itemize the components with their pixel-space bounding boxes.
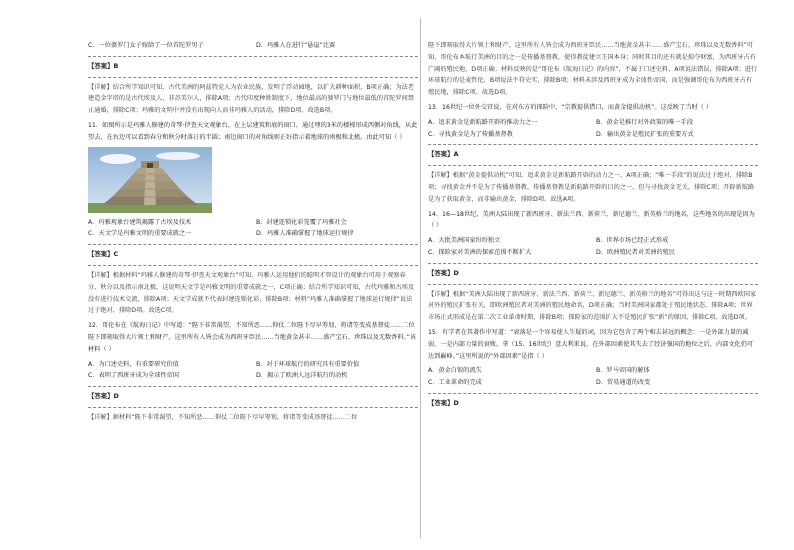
q15-stem: 15．有学者在其著作中写道：“衰落是一个容易使人生疑的词，因为它包含了两个相去甚远的概念：一是外部力量的减弱，一是内部力量的衰败。拿（15、16世纪）意大利来说，在外部因素使其失去了经济强国的地位之后，内部文化仍可达到巅峰。”这里所说的“外部因素”是指（ ） [428, 328, 754, 360]
q11-answer: 【答案】C [88, 250, 119, 259]
q13-option-b: B．黄金是推行对外政策的唯一手段 [596, 118, 694, 126]
q15-options [428, 365, 758, 389]
divider [428, 393, 758, 394]
divider [428, 263, 758, 264]
divider [88, 407, 418, 408]
q10-options-cd [88, 40, 418, 52]
q11-option-c: C．天文学是玛雅文明的重要成就之一 [88, 230, 192, 238]
q11-stem: 11．如图所示是玛雅人修建的奇琴·伊查天文观象台，在上层建筑和底的窗口，通过埋的3米的楼梯形成西侧对角线，从此望去，在右边可以看到春分和秋分时落日的半圆；南边窗口的对角线则正好指示着地球的南极和北极。由此可知（ ） [88, 121, 418, 141]
q13-options [428, 117, 758, 141]
q12-options [88, 359, 418, 383]
divider [88, 386, 418, 387]
q11-option-a: A．玛雅观象台建筑揭露了古埃及技术 [88, 218, 192, 226]
q13-explanation: 【详解】根据“黄金提供动机”可知，追求黄金是新航路开辟的动力之一，A项正确；“唯一手段”的说法过于绝对，排除B项；寻找黄金并不是为了传播基督教，传播基督教是新航路开辟的目的之一，但与寻找黄金无关，排除C项；开辟新航路是为了获取黄金，而非输出黄金，排除D项。故选A项。 [428, 172, 755, 203]
q12-option-d: D．揭示了欧洲人远洋航行的动机 [256, 372, 348, 380]
q11-option-b: B．封建连锁化彩笼覆了玛雅社会 [256, 218, 347, 226]
q13-option-d: D．输出黄金是殖民扩张的重要方式 [596, 130, 694, 138]
right-column [428, 40, 758, 413]
q10-option-d: D．玛雅人在进行“悬崖”比赛 [256, 42, 336, 49]
q12-option-c: C．表明了西班牙成为全球性帝国 [88, 372, 179, 380]
q14-option-b: B．世界市场已经正式形成 [596, 237, 669, 245]
divider [88, 244, 418, 245]
q12-stem: 12．哥伦布在《航海日记》中写道：“陛下非常渴望，不知所恶……仰仗二位陛下尽早筹划，将诸等变成基督徒……二位陛下即刻取得大片领土和财产，这里所有人皆会成为西班牙臣民……当地黄金甚丰……盛产宝石、珍珠以及无数香料。”该材料（ ） [88, 322, 417, 353]
q13-option-c: C．寻找黄金是为了传播基督教 [428, 130, 513, 138]
q11-option-d: D．玛雅人准确掌握了地球运行规律 [256, 230, 354, 238]
q15-option-a: A．黄金白银的流失 [428, 367, 482, 375]
q12-option-b: B．对于环球航行的研究具有重要价值 [256, 360, 360, 368]
q14-stem: 14．16—18世纪，美洲大陆出现了新西班牙、新法兰西、新荷兰、新尼德兰、新英格兰的地名，这些地名的出现是因为（ ） [428, 210, 755, 230]
q15-option-d: D．贸易通道的改变 [596, 379, 651, 387]
pyramid-photo [88, 147, 212, 213]
q15-answer: 【答案】D [428, 398, 459, 407]
q10-option-c: C．一位婆罗门女子嫁给了一位首陀罗男子 [88, 42, 204, 49]
q12-option-a: A．为口述史料，有重要研究价值 [88, 360, 179, 368]
q13-option-a: A．追求黄金是新航路开辟的推动力之一 [428, 118, 538, 126]
divider [88, 265, 418, 266]
divider [88, 56, 418, 57]
q14-explanation: 【详解】根据“美洲大陆出现了新西班牙、新法兰西、新荷兰、新尼德兰、新英格兰的地名”可得出这与这一时期西欧国家对外的殖民扩张有关，即欧洲殖民者对美洲的殖民地命名，D项正确；当时美洲国家都处于殖民地状态，排除A项；世界市场正式形成是在第二次工业革命时期，排除B项；探险家的范围扩大不是殖民扩张“新”的原因，排除C项。故选D项。 [428, 290, 757, 322]
q14-answer: 【答案】D [428, 268, 459, 277]
q13-stem: 13．16世纪一位外交官说，在对东方的探险中，“宗教提供借口，而黄金提供动机”。这反映了当时（ ） [428, 103, 712, 111]
q12-explanation: 【详解】据材料“陛下非常渴望，不知所恶……仰仗二位陛下尽早筹划，将诸等变成基督徒……二位 [88, 413, 358, 421]
q14-option-c: C．探险家对美洲的探索范围不断扩大 [428, 248, 532, 256]
column-divider [420, 18, 421, 538]
q11-explanation: 【详解】根据材料“玛雅人修建的奇琴·伊查天文观象台”可知，玛雅人运用他们的聪明才智设计的观象台可用于观察春分、秋分以及指示南北极，这说明天文学是玛雅文明的重要成就之一，C项正确；结合所学知识可知，古代玛雅和古埃及没有进行技术交流，排除A项；天文学成就不代表封建连锁化彩，排除B项；材料“玛雅人准确掌握了地球运行规律”说法过于绝对，排除D项。故选C项。 [88, 271, 415, 315]
q10-explanation: 【详解】结合所学知识可知，古代美洲的阿兹特克人为农业民族，发明了浮动园地，以扩大耕种面积，B项正确；为法老建造金字塔的是古代埃及人，非苏美尔人，排除A项；古代印度种姓制度下，地位最高的婆罗门与地位最低的首陀罗间禁止通婚，排除C项；玛雅的文明中并没有出现向人而非玛雅人的活动，排除D项。故选B项。 [88, 83, 414, 115]
q14-option-a: A．大批美洲国家纷纷独立 [428, 237, 501, 245]
q11-options [88, 217, 418, 241]
q12-explanation-cont: 陛下即刻取得大片领土和财产，这里所有人皆会成为西班牙臣民……当地黄金甚丰……盛产宝石、珍珠以及无数香料”可知，哥伦布本航行美洲的目的之一是传播基督教，使得教徒建立王国本身；同时其目的还有就是掠夺财富，为西班牙占有广阔的殖民地，D项正确；材料反映的是“哥伦布《航海日记》的内容”，不属于口述史料，A项说法错误，排除A项；进行环球航行的是麦哲伦，B项说法不符史实，排除B项；材料未涉及西班牙成为全球性帝国，而是强调哥伦布为西班牙占有殖民地，排除C项。故选D项。 [428, 42, 758, 97]
q15-option-c: C．工业革命的完成 [428, 379, 482, 387]
q14-options [428, 235, 758, 259]
q10-answer: 【答案】B [88, 61, 119, 70]
left-column [88, 40, 418, 427]
q15-option-b: B．罗马帝国的解体 [596, 367, 650, 375]
q12-answer: 【答案】D [88, 392, 119, 401]
divider [88, 77, 418, 78]
divider [428, 165, 758, 166]
q13-answer: 【答案】A [428, 150, 459, 159]
divider [428, 284, 758, 285]
q14-option-d: D．欧洲殖民者对美洲的殖民 [596, 248, 676, 256]
divider [428, 144, 758, 145]
